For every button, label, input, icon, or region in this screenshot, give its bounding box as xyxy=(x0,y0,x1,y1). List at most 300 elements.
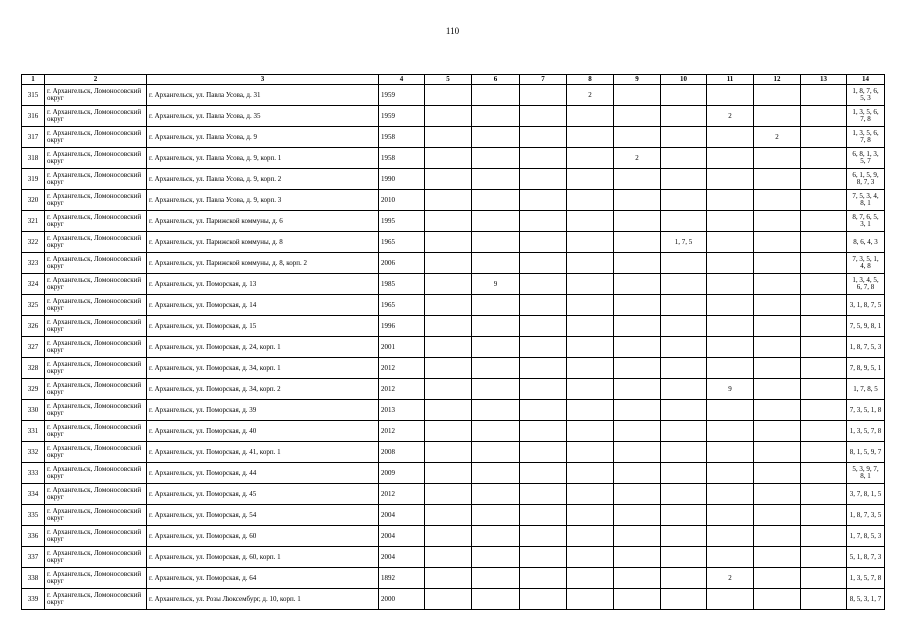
col11-cell xyxy=(707,316,754,337)
district-cell: г. Архангельск, Ломоносовский округ xyxy=(45,127,147,148)
col6-cell xyxy=(472,190,520,211)
col11-cell xyxy=(707,169,754,190)
col9-cell xyxy=(614,526,661,547)
col6-cell xyxy=(472,148,520,169)
col7-cell xyxy=(520,127,567,148)
row-number: 326 xyxy=(22,316,45,337)
col10-cell xyxy=(661,316,707,337)
year-cell: 2009 xyxy=(379,463,425,484)
col12-cell xyxy=(754,169,801,190)
col10-cell xyxy=(661,295,707,316)
row-number: 319 xyxy=(22,169,45,190)
column-header-2: 2 xyxy=(45,75,147,85)
col11-cell xyxy=(707,190,754,211)
address-cell: г. Архангельск, ул. Поморская, д. 40 xyxy=(147,421,379,442)
district-cell: г. Архангельск, Ломоносовский округ xyxy=(45,463,147,484)
col13-cell xyxy=(801,421,847,442)
table-row xyxy=(22,253,885,274)
col9-cell xyxy=(614,442,661,463)
table-row xyxy=(22,421,885,442)
col12-cell xyxy=(754,547,801,568)
col14-cell: 1, 3, 5, 7, 8 xyxy=(847,568,885,589)
col13-cell xyxy=(801,568,847,589)
col13-cell xyxy=(801,232,847,253)
col14-cell: 1, 3, 5, 7, 8 xyxy=(847,421,885,442)
col9-cell xyxy=(614,211,661,232)
col13-cell xyxy=(801,400,847,421)
col7-cell xyxy=(520,547,567,568)
col6-cell xyxy=(472,85,520,106)
col9-cell xyxy=(614,190,661,211)
table-row xyxy=(22,568,885,589)
col12-cell xyxy=(754,85,801,106)
col8-cell xyxy=(567,400,614,421)
year-cell: 2004 xyxy=(379,505,425,526)
col11-cell xyxy=(707,295,754,316)
table-row xyxy=(22,463,885,484)
row-number: 339 xyxy=(22,589,45,610)
col7-cell xyxy=(520,106,567,127)
row-number: 318 xyxy=(22,148,45,169)
district-cell: г. Архангельск, Ломоносовский округ xyxy=(45,400,147,421)
col7-cell xyxy=(520,295,567,316)
table-row xyxy=(22,400,885,421)
col6-cell xyxy=(472,400,520,421)
col12-cell xyxy=(754,484,801,505)
col10-cell xyxy=(661,169,707,190)
col9-cell xyxy=(614,169,661,190)
register-table xyxy=(21,74,885,610)
col7-cell xyxy=(520,316,567,337)
year-cell: 1995 xyxy=(379,211,425,232)
col9-cell xyxy=(614,316,661,337)
col12-cell xyxy=(754,463,801,484)
col10-cell xyxy=(661,463,707,484)
col11-cell xyxy=(707,547,754,568)
district-cell: г. Архангельск, Ломоносовский округ xyxy=(45,169,147,190)
col10-cell xyxy=(661,127,707,148)
col8-cell xyxy=(567,547,614,568)
col6-cell xyxy=(472,232,520,253)
col10-cell xyxy=(661,442,707,463)
table-row xyxy=(22,337,885,358)
col9-cell xyxy=(614,85,661,106)
col14-cell: 8, 5, 3, 1, 7 xyxy=(847,589,885,610)
col7-cell xyxy=(520,253,567,274)
col6-cell xyxy=(472,211,520,232)
col12-cell xyxy=(754,274,801,295)
col5-cell xyxy=(425,400,472,421)
row-number: 329 xyxy=(22,379,45,400)
col8-cell xyxy=(567,568,614,589)
col8-cell xyxy=(567,463,614,484)
col11-cell xyxy=(707,505,754,526)
col10-cell xyxy=(661,505,707,526)
row-number: 324 xyxy=(22,274,45,295)
col6-cell xyxy=(472,589,520,610)
col14-cell: 1, 8, 7, 3, 5 xyxy=(847,505,885,526)
col5-cell xyxy=(425,442,472,463)
col7-cell xyxy=(520,358,567,379)
col6-cell xyxy=(472,337,520,358)
col8-cell xyxy=(567,253,614,274)
district-cell: г. Архангельск, Ломоносовский округ xyxy=(45,442,147,463)
col9-cell xyxy=(614,274,661,295)
row-number: 327 xyxy=(22,337,45,358)
district-cell: г. Архангельск, Ломоносовский округ xyxy=(45,421,147,442)
address-cell: г. Архангельск, ул. Поморская, д. 13 xyxy=(147,274,379,295)
col6-cell xyxy=(472,442,520,463)
row-number: 330 xyxy=(22,400,45,421)
col7-cell xyxy=(520,274,567,295)
table-body xyxy=(22,85,885,610)
table-row xyxy=(22,106,885,127)
col9-cell xyxy=(614,589,661,610)
row-number: 323 xyxy=(22,253,45,274)
col8-cell: 2 xyxy=(567,85,614,106)
col11-cell xyxy=(707,232,754,253)
col5-cell xyxy=(425,421,472,442)
col8-cell xyxy=(567,358,614,379)
col9-cell xyxy=(614,127,661,148)
table-row xyxy=(22,505,885,526)
district-cell: г. Архангельск, Ломоносовский округ xyxy=(45,526,147,547)
col10-cell xyxy=(661,526,707,547)
address-cell: г. Архангельск, ул. Розы Люксембург, д. 10, корп. 1 xyxy=(147,589,379,610)
col11-cell: 2 xyxy=(707,106,754,127)
col14-cell: 7, 8, 9, 5, 1 xyxy=(847,358,885,379)
col5-cell xyxy=(425,505,472,526)
year-cell: 2012 xyxy=(379,379,425,400)
col9-cell xyxy=(614,463,661,484)
address-cell: г. Архангельск, ул. Павла Усова, д. 35 xyxy=(147,106,379,127)
col8-cell xyxy=(567,484,614,505)
col11-cell xyxy=(707,484,754,505)
col10-cell xyxy=(661,358,707,379)
col13-cell xyxy=(801,442,847,463)
table-row xyxy=(22,274,885,295)
col8-cell xyxy=(567,190,614,211)
col14-cell: 1, 7, 8, 5 xyxy=(847,379,885,400)
col6-cell xyxy=(472,568,520,589)
col7-cell xyxy=(520,400,567,421)
district-cell: г. Архангельск, Ломоносовский округ xyxy=(45,589,147,610)
col8-cell xyxy=(567,274,614,295)
col8-cell xyxy=(567,505,614,526)
table-row xyxy=(22,379,885,400)
district-cell: г. Архангельск, Ломоносовский округ xyxy=(45,484,147,505)
col13-cell xyxy=(801,169,847,190)
col14-cell: 7, 3, 5, 1, 4, 8 xyxy=(847,253,885,274)
district-cell: г. Архангельск, Ломоносовский округ xyxy=(45,190,147,211)
col8-cell xyxy=(567,589,614,610)
col5-cell xyxy=(425,190,472,211)
district-cell: г. Архангельск, Ломоносовский округ xyxy=(45,337,147,358)
col13-cell xyxy=(801,463,847,484)
col7-cell xyxy=(520,211,567,232)
col7-cell xyxy=(520,568,567,589)
col9-cell xyxy=(614,484,661,505)
col9-cell: 2 xyxy=(614,148,661,169)
table-row xyxy=(22,547,885,568)
row-number: 336 xyxy=(22,526,45,547)
col13-cell xyxy=(801,148,847,169)
col5-cell xyxy=(425,274,472,295)
col12-cell xyxy=(754,505,801,526)
col14-cell: 5, 3, 9, 7, 8, 1 xyxy=(847,463,885,484)
col10-cell xyxy=(661,337,707,358)
col7-cell xyxy=(520,526,567,547)
col13-cell xyxy=(801,190,847,211)
col10-cell xyxy=(661,190,707,211)
table-row xyxy=(22,232,885,253)
district-cell: г. Архангельск, Ломоносовский округ xyxy=(45,505,147,526)
col9-cell xyxy=(614,337,661,358)
table-row xyxy=(22,127,885,148)
col8-cell xyxy=(567,337,614,358)
col11-cell xyxy=(707,148,754,169)
col7-cell xyxy=(520,463,567,484)
col10-cell xyxy=(661,589,707,610)
col11-cell xyxy=(707,400,754,421)
col7-cell xyxy=(520,148,567,169)
col11-cell xyxy=(707,526,754,547)
col7-cell xyxy=(520,505,567,526)
row-number: 334 xyxy=(22,484,45,505)
row-number: 317 xyxy=(22,127,45,148)
col14-cell: 6, 1, 5, 9, 8, 7, 3 xyxy=(847,169,885,190)
col12-cell xyxy=(754,337,801,358)
col14-cell: 8, 6, 4, 3 xyxy=(847,232,885,253)
col7-cell xyxy=(520,232,567,253)
row-number: 338 xyxy=(22,568,45,589)
col5-cell xyxy=(425,169,472,190)
district-cell: г. Архангельск, Ломоносовский округ xyxy=(45,106,147,127)
table-row xyxy=(22,484,885,505)
col14-cell: 8, 1, 5, 9, 7 xyxy=(847,442,885,463)
col14-cell: 7, 5, 9, 8, 1 xyxy=(847,316,885,337)
col10-cell xyxy=(661,421,707,442)
district-cell: г. Архангельск, Ломоносовский округ xyxy=(45,358,147,379)
year-cell: 1959 xyxy=(379,85,425,106)
row-number: 320 xyxy=(22,190,45,211)
col5-cell xyxy=(425,211,472,232)
col7-cell xyxy=(520,484,567,505)
address-cell: г. Архангельск, ул. Поморская, д. 44 xyxy=(147,463,379,484)
col6-cell xyxy=(472,505,520,526)
year-cell: 1965 xyxy=(379,232,425,253)
col6-cell xyxy=(472,169,520,190)
column-header-1: 1 xyxy=(22,75,45,85)
row-number: 322 xyxy=(22,232,45,253)
column-header-4: 4 xyxy=(379,75,425,85)
year-cell: 1958 xyxy=(379,127,425,148)
col6-cell xyxy=(472,316,520,337)
table-row xyxy=(22,85,885,106)
col12-cell xyxy=(754,400,801,421)
address-cell: г. Архангельск, ул. Поморская, д. 15 xyxy=(147,316,379,337)
column-header-7: 7 xyxy=(520,75,567,85)
district-cell: г. Архангельск, Ломоносовский округ xyxy=(45,85,147,106)
col9-cell xyxy=(614,421,661,442)
col14-cell: 6, 8, 1, 3, 5, 7 xyxy=(847,148,885,169)
col9-cell xyxy=(614,547,661,568)
row-number: 328 xyxy=(22,358,45,379)
col8-cell xyxy=(567,169,614,190)
col13-cell xyxy=(801,547,847,568)
col14-cell: 3, 7, 8, 1, 5 xyxy=(847,484,885,505)
col8-cell xyxy=(567,148,614,169)
col12-cell xyxy=(754,253,801,274)
col6-cell xyxy=(472,127,520,148)
col12-cell xyxy=(754,316,801,337)
col10-cell xyxy=(661,547,707,568)
col13-cell xyxy=(801,379,847,400)
row-number: 315 xyxy=(22,85,45,106)
year-cell: 1965 xyxy=(379,295,425,316)
col14-cell: 1, 3, 4, 5, 6, 7, 8 xyxy=(847,274,885,295)
col11-cell xyxy=(707,442,754,463)
district-cell: г. Архангельск, Ломоносовский округ xyxy=(45,211,147,232)
col9-cell xyxy=(614,253,661,274)
col13-cell xyxy=(801,274,847,295)
col11-cell xyxy=(707,253,754,274)
table-row xyxy=(22,442,885,463)
col12-cell xyxy=(754,526,801,547)
table-row xyxy=(22,295,885,316)
table-row xyxy=(22,526,885,547)
year-cell: 2010 xyxy=(379,190,425,211)
col5-cell xyxy=(425,526,472,547)
col13-cell xyxy=(801,85,847,106)
column-header-10: 10 xyxy=(661,75,707,85)
col9-cell xyxy=(614,379,661,400)
col6-cell xyxy=(472,421,520,442)
col12-cell: 2 xyxy=(754,127,801,148)
col5-cell xyxy=(425,148,472,169)
col11-cell xyxy=(707,211,754,232)
col13-cell xyxy=(801,316,847,337)
col5-cell xyxy=(425,106,472,127)
address-cell: г. Архангельск, ул. Павла Усова, д. 31 xyxy=(147,85,379,106)
page-number: 110 xyxy=(445,26,460,36)
col12-cell xyxy=(754,232,801,253)
column-header-14: 14 xyxy=(847,75,885,85)
column-header-3: 3 xyxy=(147,75,379,85)
col13-cell xyxy=(801,106,847,127)
col5-cell xyxy=(425,568,472,589)
col13-cell xyxy=(801,358,847,379)
col9-cell xyxy=(614,232,661,253)
table-row xyxy=(22,316,885,337)
col10-cell xyxy=(661,400,707,421)
col14-cell: 3, 1, 8, 7, 5 xyxy=(847,295,885,316)
col11-cell xyxy=(707,274,754,295)
address-cell: г. Архангельск, ул. Парижской коммуны, д. 8 xyxy=(147,232,379,253)
year-cell: 1990 xyxy=(379,169,425,190)
col6-cell xyxy=(472,358,520,379)
row-number: 337 xyxy=(22,547,45,568)
col14-cell: 1, 8, 7, 5, 3 xyxy=(847,337,885,358)
col10-cell xyxy=(661,85,707,106)
col5-cell xyxy=(425,484,472,505)
year-cell: 2000 xyxy=(379,589,425,610)
col9-cell xyxy=(614,400,661,421)
col13-cell xyxy=(801,295,847,316)
column-header-13: 13 xyxy=(801,75,847,85)
address-cell: г. Архангельск, ул. Поморская, д. 24, корп. 1 xyxy=(147,337,379,358)
col13-cell xyxy=(801,337,847,358)
district-cell: г. Архангельск, Ломоносовский округ xyxy=(45,253,147,274)
col7-cell xyxy=(520,442,567,463)
address-cell: г. Архангельск, ул. Поморская, д. 41, корп. 1 xyxy=(147,442,379,463)
district-cell: г. Архангельск, Ломоносовский округ xyxy=(45,547,147,568)
col14-cell: 7, 5, 3, 4, 8, 1 xyxy=(847,190,885,211)
district-cell: г. Архангельск, Ломоносовский округ xyxy=(45,568,147,589)
column-header-12: 12 xyxy=(754,75,801,85)
col11-cell: 2 xyxy=(707,568,754,589)
col12-cell xyxy=(754,358,801,379)
col9-cell xyxy=(614,106,661,127)
column-header-11: 11 xyxy=(707,75,754,85)
col7-cell xyxy=(520,421,567,442)
year-cell: 1959 xyxy=(379,106,425,127)
col12-cell xyxy=(754,106,801,127)
col13-cell xyxy=(801,211,847,232)
row-number: 335 xyxy=(22,505,45,526)
col14-cell: 1, 8, 7, 6, 5, 3 xyxy=(847,85,885,106)
col10-cell xyxy=(661,568,707,589)
col14-cell: 1, 7, 8, 5, 3 xyxy=(847,526,885,547)
address-cell: г. Архангельск, ул. Парижской коммуны, д. 8, корп. 2 xyxy=(147,253,379,274)
column-header-5: 5 xyxy=(425,75,472,85)
col10-cell xyxy=(661,148,707,169)
year-cell: 2004 xyxy=(379,526,425,547)
row-number: 331 xyxy=(22,421,45,442)
address-cell: г. Архангельск, ул. Поморская, д. 54 xyxy=(147,505,379,526)
row-number: 333 xyxy=(22,463,45,484)
col9-cell xyxy=(614,505,661,526)
district-cell: г. Архангельск, Ломоносовский округ xyxy=(45,316,147,337)
address-cell: г. Архангельск, ул. Поморская, д. 34, корп. 2 xyxy=(147,379,379,400)
col7-cell xyxy=(520,589,567,610)
col14-cell: 8, 7, 6, 5, 3, 1 xyxy=(847,211,885,232)
col11-cell xyxy=(707,337,754,358)
col6-cell xyxy=(472,379,520,400)
year-cell: 2012 xyxy=(379,421,425,442)
row-number: 325 xyxy=(22,295,45,316)
row-number: 321 xyxy=(22,211,45,232)
col5-cell xyxy=(425,127,472,148)
col9-cell xyxy=(614,295,661,316)
address-cell: г. Архангельск, ул. Павла Усова, д. 9, корп. 3 xyxy=(147,190,379,211)
col5-cell xyxy=(425,253,472,274)
address-cell: г. Архангельск, ул. Поморская, д. 60, корп. 1 xyxy=(147,547,379,568)
col11-cell xyxy=(707,358,754,379)
district-cell: г. Архангельск, Ломоносовский округ xyxy=(45,274,147,295)
address-cell: г. Архангельск, ул. Павла Усова, д. 9 xyxy=(147,127,379,148)
row-number: 316 xyxy=(22,106,45,127)
col5-cell xyxy=(425,547,472,568)
col12-cell xyxy=(754,589,801,610)
col10-cell xyxy=(661,211,707,232)
year-cell: 1958 xyxy=(379,148,425,169)
address-cell: г. Архангельск, ул. Поморская, д. 64 xyxy=(147,568,379,589)
col14-cell: 7, 3, 5, 1, 8 xyxy=(847,400,885,421)
col6-cell xyxy=(472,106,520,127)
district-cell: г. Архангельск, Ломоносовский округ xyxy=(45,295,147,316)
address-cell: г. Архангельск, ул. Павла Усова, д. 9, корп. 2 xyxy=(147,169,379,190)
